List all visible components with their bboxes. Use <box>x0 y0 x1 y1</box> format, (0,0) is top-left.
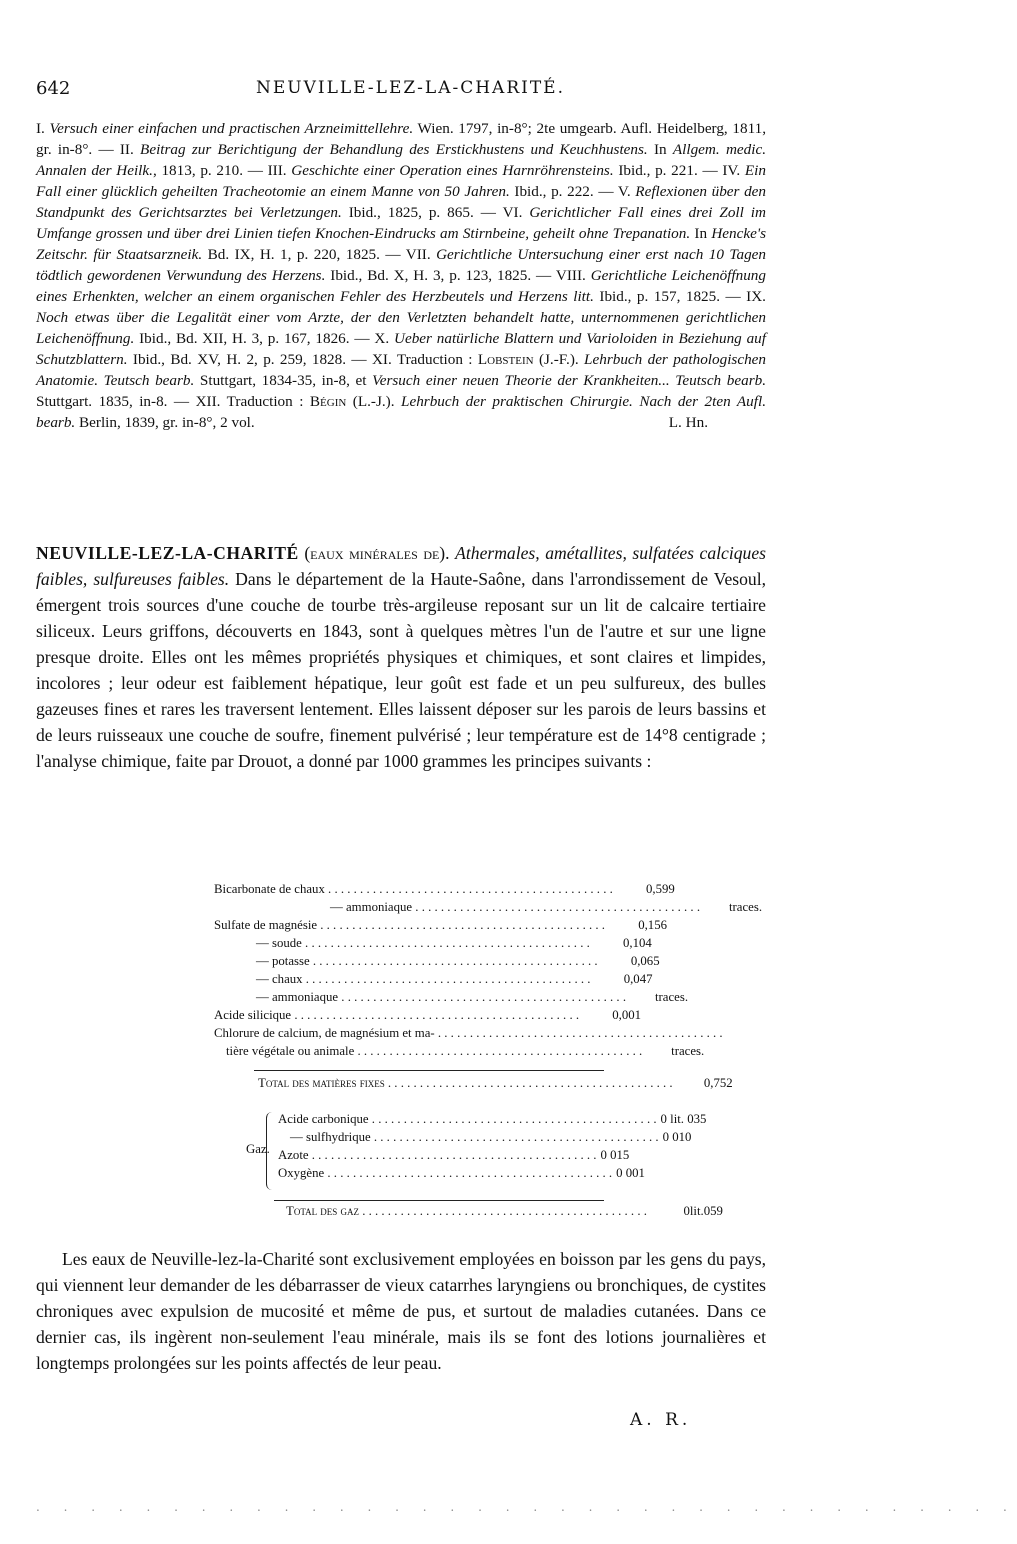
analysis-table <box>214 882 763 1218</box>
bibliography-paragraph <box>36 118 766 433</box>
bib-text: Ibid., Bd. XV, H. 2, p. 259, 1828. — XI. Traduction : <box>127 351 478 368</box>
article-paragraph <box>36 540 766 774</box>
row-label: — chaux . . . <box>214 972 591 987</box>
row-value: traces. <box>728 900 763 914</box>
bib-title: Reflexionen über den Standpunkt des Gerichtsarztes bei Verletzungen. <box>36 183 766 221</box>
bib-title: Ueber natürliche Blattern und Varioloiden in Beziehung auf Schutzblattern. <box>36 330 766 368</box>
row-label: — soude . . . <box>214 936 590 951</box>
row-label: Sulfate de magnésie . . . <box>214 918 605 933</box>
bib-text: In <box>690 225 712 242</box>
bib-text: Wien. 1797, in-8°; 2te umgearb. Aufl. Heidelberg, 1811, gr. in-8°. — II. <box>36 120 766 158</box>
total-row <box>258 1076 733 1091</box>
entry-body: Dans le département de la Haute-Saône, dans l'arrondissement de Vesoul, émergent trois sources d'une couche de tourbe très-argileuse reposant sur un lit de calcaire tertiaire siliceux. Leurs griffons, découverts en 1843, sont à quelques mètres l'un de l'autre et sur une ligne presque droite. Elles ont les mêmes propriétés physiques et chimiques, et sont claires et limpides, incolores ; leur odeur est faiblement hépatique, leur goût est fade et un peu sulfureux, des bulles gazeuses fines et rares les traversent lentement. Elles laissent déposer sur les parois de leurs bassins et de leurs ruisseaux une couche de soufre, finement pulvérisé ; leur température est de 14°8 centigrade ; l'analyse chimique, faite par Drouot, a donné par 1000 grammes les principes suivants : <box>36 569 766 771</box>
bib-title: Lehrbuch der pathologischen Anatomie. Teutsch bearb. <box>36 351 767 389</box>
bib-text: Stuttgart, 1834-35, in-8, et <box>194 372 373 389</box>
brace-icon <box>266 1112 275 1190</box>
entry-classification: Athermales, amétallites, sulfatées calciques faibles, sulfureuses faibles. <box>36 543 766 589</box>
bib-title: Geschichte einer Operation eines Harnröhrensteins. <box>291 162 614 179</box>
table-row <box>214 1026 604 1044</box>
bib-text: (J.-F.). <box>533 351 585 368</box>
gas-rows <box>278 1112 707 1184</box>
gas-row <box>278 1112 707 1130</box>
bib-author: Bégin <box>309 393 347 410</box>
row-label: Chlorure de calcium, de magnésium et ma- . . . <box>214 1026 723 1041</box>
bib-text: Berlin, 1839, gr. in-8°, 2 vol. <box>75 414 255 431</box>
gas-label: Gaz. <box>246 1142 270 1156</box>
gas-row-label: Azote . . . <box>278 1148 597 1163</box>
row-label: — ammoniaque . . . <box>214 990 626 1005</box>
gas-row-value: 0 010 <box>662 1130 692 1144</box>
row-value: 0,047 <box>623 972 653 986</box>
gas-row-value: 0 lit. 035 <box>660 1112 707 1126</box>
bib-text: Ibid., Bd. XII, H. 3, p. 167, 1826. — X. <box>134 330 394 347</box>
table-row <box>214 900 763 918</box>
table-row <box>214 882 675 900</box>
row-value: 0,599 <box>646 882 675 896</box>
table-row <box>214 918 667 936</box>
gas-row-label: Acide carbonique . . . <box>278 1112 657 1127</box>
article-signature: A. R. <box>630 1410 692 1430</box>
bib-author: Lobstein <box>477 351 534 368</box>
row-value: traces. <box>671 1044 705 1058</box>
table-row <box>214 936 652 954</box>
bib-text: Stuttgart. 1835, in-8. — XII. Traduction : <box>36 393 310 410</box>
print-noise: . . . . . . . . . . . . . . . . . . . . . . . . . . . . . . . . . . . . <box>36 1500 1017 1514</box>
bib-text: Ibid., 1825, p. 865. — VI. <box>341 204 530 221</box>
bib-text: In <box>647 141 673 158</box>
row-value: 0,001 <box>612 1008 642 1022</box>
gas-row <box>278 1148 630 1166</box>
gas-row-label: Oxygène . . . <box>278 1166 612 1181</box>
table-row <box>214 990 689 1008</box>
gas-row <box>278 1130 692 1148</box>
gas-row-label: — sulfhydrique . . . <box>278 1130 659 1145</box>
row-label: Acide silicique . . . <box>214 1008 579 1023</box>
gas-total-label: Total des gaz . . . <box>286 1204 647 1219</box>
running-title: NEUVILLE-LEZ-LA-CHARITÉ. <box>256 78 565 98</box>
gas-block <box>214 1112 707 1194</box>
table-rule <box>254 1070 604 1071</box>
row-label: — ammoniaque . . . <box>214 900 700 915</box>
gas-row-value: 0 001 <box>616 1166 645 1180</box>
bib-text: Ibid., p. 222. — V. <box>509 183 636 200</box>
bib-signature: L. Hn. <box>668 414 708 431</box>
table-row <box>214 954 660 972</box>
row-value: traces. <box>654 990 689 1004</box>
row-label: Bicarbonate de chaux . . . <box>214 882 613 897</box>
bib-journal: Allgem. medic. Annalen der Heilk. <box>36 141 766 179</box>
table-row <box>214 1044 705 1062</box>
total-value: 0,752 <box>703 1076 733 1090</box>
bib-title: Gerichtliche Untersuchung einer erst nach 10 Tagen tödtlich gewordenen Verwundung des Herzens. <box>36 246 766 284</box>
bib-title: Lehrbuch der praktischen Chirurgie. Nach der 2ten Aufl. bearb. <box>36 393 766 431</box>
bib-text: Ibid., p. 221. — IV. <box>613 162 745 179</box>
table-row <box>214 972 653 990</box>
bib-text: , 1813, p. 210. — III. <box>152 162 292 179</box>
bib-num: I. <box>36 120 45 137</box>
closing-paragraph <box>36 1246 766 1376</box>
bib-title: Beitrag zur Berichtigung der Behandlung des Erstickhustens und Keuchhustens. <box>140 141 648 158</box>
bib-title: Noch etwas über die Legalität einer vom Arzte, der den Verletzten behandelt hatte, unternommenen gerichtlichen Leichenöffnung. <box>36 309 766 347</box>
table-rule <box>274 1200 604 1201</box>
gas-row-value: 0 015 <box>600 1148 630 1162</box>
bib-title: Versuch einer neuen Theorie der Krankheiten... Teutsch bearb. <box>372 372 766 389</box>
bib-title: Versuch einer einfachen und practischen Arzneimittellehre. <box>49 120 414 137</box>
row-label: — potasse . . . <box>214 954 598 969</box>
gas-row <box>278 1166 645 1184</box>
row-value: 0,104 <box>623 936 652 950</box>
total-label: Total des matières fixes . . . <box>258 1076 673 1091</box>
gas-total-value: 0lit.059 <box>683 1204 723 1218</box>
bib-text: Ibid., p. 157, 1825. — IX. <box>593 288 766 305</box>
table-row <box>214 1008 642 1026</box>
page-number: 642 <box>36 78 71 99</box>
entry-title-note: (eaux minérales de). <box>298 543 456 563</box>
bib-title: Gerichtliche Leichenöffnung eines Erhenkten, welcher an einem organischen Fehler des Herzbeutels und Herzens litt. <box>36 267 766 305</box>
bib-text: Ibid., Bd. X, H. 3, p. 123, 1825. — VIII. <box>325 267 591 284</box>
row-label: tière végétale ou animale . . . <box>214 1044 642 1059</box>
page-header <box>36 78 756 102</box>
bib-journal: Hencke's Zeitschr. für Staatsarzneik. <box>36 225 766 263</box>
gas-total-row <box>286 1204 723 1219</box>
entry-title: NEUVILLE-LEZ-LA-CHARITÉ <box>36 543 299 563</box>
row-value: 0,156 <box>638 918 667 932</box>
bib-text: Bd. IX, H. 1, p. 220, 1825. — VII. <box>202 246 437 263</box>
row-value: 0,065 <box>630 954 660 968</box>
bib-title: Ein Fall einer glücklich geheilten Tracheotomie an einem Manne von 50 Jahren. <box>36 162 766 200</box>
closing-text: Les eaux de Neuville-lez-la-Charité sont exclusivement employées en boisson par les gens du pays, qui viennent leur demander de les débarrasser de vieux catarrhes laryngiens ou bronchiques, de cystites chroniques avec expulsion de mucosité et même de pus, et surtout de maladies cutanées. Dans ce dernier cas, ils ingèrent non-seulement l'eau minérale, mais ils se font des lotions journalières et longtemps prolongées sur les points affectés de leur peau. <box>36 1249 766 1373</box>
bib-text: (L.-J.). <box>346 393 401 410</box>
bib-title: Gerichtlicher Fall eines drei Zoll im Umfange grossen und über drei Linien tiefen Knochen-Eindrucks am Stirnbeine, geheilt ohne Trepanation. <box>36 204 766 242</box>
